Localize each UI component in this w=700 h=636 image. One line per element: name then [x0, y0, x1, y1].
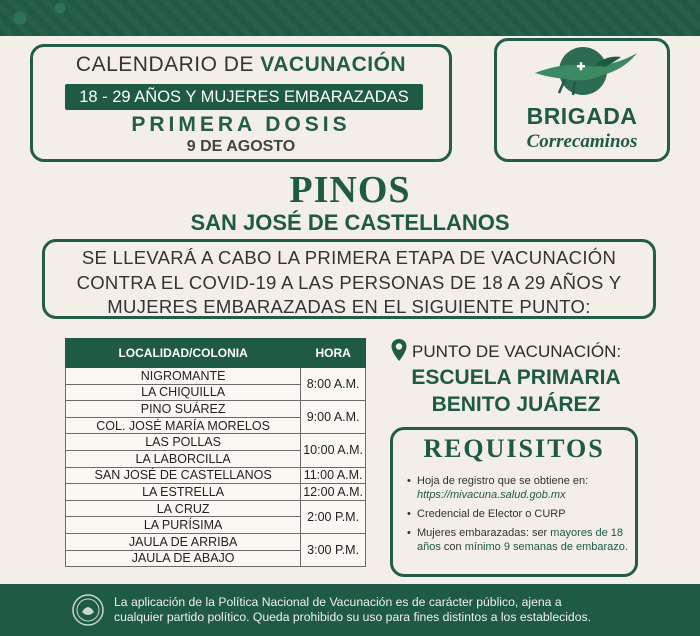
column-header-locality: LOCALIDAD/COLONIA — [66, 339, 301, 368]
schedule-header-row — [66, 339, 366, 368]
requirements-title: REQUISITOS — [423, 434, 605, 463]
roadrunner-logo-icon — [525, 43, 643, 99]
time-cell: 10:00 A.M. — [301, 434, 366, 467]
school-name — [390, 364, 642, 418]
requirement-item-pregnant — [407, 526, 635, 554]
time-cell: 12:00 A.M. — [301, 484, 366, 501]
footer-line-1: La aplicación de la Política Nacional de Vacunación es de carácter público, ajena a — [114, 595, 562, 609]
brigada-logo-box — [494, 38, 670, 162]
time-cell: 11:00 A.M. — [301, 467, 366, 484]
table-row — [66, 434, 366, 451]
table-row — [66, 467, 366, 484]
locality-cell: PINO SUÁREZ — [66, 401, 301, 418]
notice-line-2: CONTRA EL COVID-19 A LAS PERSONAS DE 18 A 29 AÑOS Y — [76, 271, 622, 293]
location-pin-icon — [390, 338, 408, 362]
locality-cell: LAS POLLAS — [66, 434, 301, 451]
requirement-item-id: • Credencial de Elector o CURP — [407, 507, 635, 521]
schedule-table — [65, 338, 366, 567]
requirements-list — [407, 474, 635, 559]
calendar-title-prefix: CALENDARIO DE — [75, 53, 261, 76]
locality-cell: SAN JOSÉ DE CASTELLANOS — [66, 467, 301, 484]
vaccination-point-label — [390, 338, 690, 364]
notice-line-3: MUJERES EMBARAZADAS EN EL SIGUIENTE PUNTO: — [107, 296, 591, 317]
footer-line-2: cualquier partido político. Queda prohibido su uso para fines distintos a los establecidos. — [114, 610, 591, 624]
requirement-pregnant-age: mayores de 18 años — [417, 527, 624, 553]
locality-cell: LA ESTRELLA — [66, 484, 301, 501]
locality-cell: NIGROMANTE — [66, 368, 301, 385]
calendar-header-box — [30, 44, 452, 162]
school-name-line-1: ESCUELA PRIMARIA — [411, 366, 621, 389]
locality-cell: JAULA DE ABAJO — [66, 550, 301, 567]
requirement-registration-text: Hoja de registro que se obtiene en: — [417, 475, 589, 487]
requirement-item-registration — [407, 474, 635, 502]
table-row — [66, 533, 366, 550]
national-seal-icon — [72, 594, 104, 626]
locality-cell: COL. JOSÉ MARÍA MORELOS — [66, 417, 301, 434]
top-decorative-band — [0, 0, 700, 36]
place-subtitle: SAN JOSÉ DE CASTELLANOS — [190, 210, 510, 235]
brigada-title: BRIGADA — [526, 103, 638, 129]
date-label: 9 DE AGOSTO — [186, 138, 296, 155]
time-cell: 2:00 P.M. — [301, 500, 366, 533]
time-cell: 3:00 P.M. — [301, 533, 366, 566]
requirement-pregnant-mid: con — [440, 541, 465, 553]
brigada-subtitle: Correcaminos — [526, 131, 638, 152]
footer-disclaimer — [114, 595, 684, 625]
locality-cell: LA LABORCILLA — [66, 450, 301, 467]
footer-band — [0, 584, 700, 636]
time-cell: 9:00 A.M. — [301, 401, 366, 434]
table-row — [66, 401, 366, 418]
notice-box — [42, 239, 656, 319]
dose-label: PRIMERA DOSIS — [131, 113, 351, 136]
age-group-banner: 18 - 29 AÑOS Y MUJERES EMBARAZADAS — [65, 84, 423, 110]
requirement-pregnant-weeks: mínimo 9 semanas de embarazo. — [464, 541, 628, 553]
calendar-title — [33, 53, 449, 77]
table-row — [66, 368, 366, 385]
requirement-pregnant-text: Mujeres embarazadas: ser — [417, 527, 551, 539]
locality-cell: LA CHIQUILLA — [66, 384, 301, 401]
mivacuna-link[interactable]: https://mivacuna.salud.gob.mx — [417, 489, 566, 501]
table-row — [66, 500, 366, 517]
table-row — [66, 484, 366, 501]
requirements-box — [390, 427, 638, 577]
vaccination-point-text: PUNTO DE VACUNACIÓN: — [412, 342, 622, 361]
column-header-time: HORA — [301, 339, 366, 368]
locality-cell: LA CRUZ — [66, 500, 301, 517]
notice-line-1: SE LLEVARÁ A CABO LA PRIMERA ETAPA DE VACUNACIÓN — [81, 247, 617, 268]
locality-cell: LA PURÍSIMA — [66, 517, 301, 534]
schedule-body — [66, 368, 366, 567]
locality-cell: JAULA DE ARRIBA — [66, 533, 301, 550]
school-name-line-2: BENITO JUÁREZ — [431, 393, 601, 416]
time-cell: 8:00 A.M. — [301, 368, 366, 401]
calendar-title-bold: VACUNACIÓN — [260, 53, 407, 76]
town-title: PINOS — [289, 169, 411, 211]
